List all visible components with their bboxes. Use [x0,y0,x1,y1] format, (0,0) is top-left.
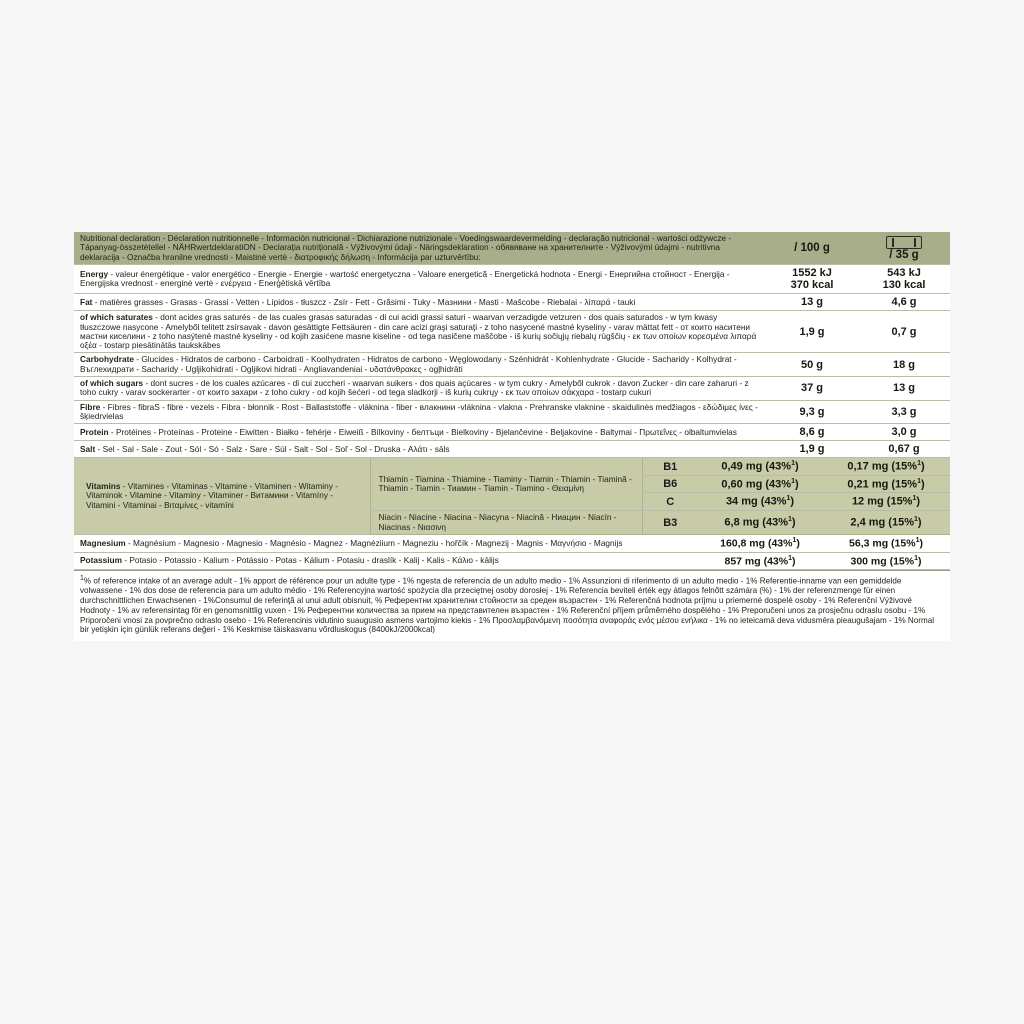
value-portion-b1-end: ) [920,460,925,473]
row-label-energy: Energy [80,269,109,280]
row-label-protein: Protein [80,426,109,437]
value-100g-salt: 1,9 g [766,441,858,458]
reference-intake-footnote [74,570,950,641]
table-row-energy [74,265,950,294]
table-row-protein [74,424,950,441]
value-portion-potassium-sup: 1 [914,554,919,562]
value-portion-fibre: 3,3 g [858,400,950,424]
value-100g-potassium-sup: 1 [788,554,793,562]
value-portion-b6-text: 0,21 mg (15% [847,478,918,491]
row-names-rest-potassium: - Potasio - Potassio - Kalium - Potássio - Potas - Kálium - Potasiu - draslík - Kalij - Kalis - Κάλιο - kālijs [121,555,499,566]
vitamin-code-b3: B3 [642,511,698,535]
value-portion-energy-kcal: 130 kcal [882,279,926,292]
value-100g-b3-end: ) [791,516,796,529]
value-100g-c-sup: 1 [786,495,791,503]
value-100g-potassium [698,552,822,570]
value-portion-potassium-text: 300 mg (15% [850,555,915,568]
value-portion-saturates: 0,7 g [858,311,950,353]
value-portion-potassium [822,552,950,570]
value-portion-b3-text: 2,4 mg (15% [850,516,914,529]
vitamin-group-names-thiamin: Thiamin - Tiamina - Thiamine - Tiaminy - Tiamin - Thiamin - Tiamină - Thiamin - Tiamin - Тиамин - Tiamin - Tiamino - Θειαμίνη [370,458,642,510]
table-row-sugars [74,377,950,401]
value-portion-protein: 3,0 g [858,424,950,441]
row-names-rest-salt: - Sel - Sal - Sale - Zout - Sól - Só - Salz - Sare - Súl - Salt - Sol - Soľ - Sol - Druska - Αλάτι - sāls [95,443,450,454]
row-names-sugars [74,377,766,401]
row-names-rest-protein: - Protéines - Proteínas - Proteine - Eiwitten - Białko - fehérje - Eiweiß - Bílkoviny - белтъци - Bielkoviny - Bjelančevine - Beljakovine - Baltymai - Πρωτεΐνες - olbaltumvielas [108,426,737,437]
value-100g-magnesium-text: 160,8 mg (43% [720,537,793,550]
value-portion-b6-sup: 1 [917,477,921,485]
row-label-saturates: of which saturates [80,312,153,323]
value-100g-b1 [698,458,822,475]
vitamins-label: Vitamins [86,480,121,491]
header-col-portion [858,232,950,265]
value-100g-energy-kj: 1552 kJ [792,267,832,280]
row-names-potassium [74,552,698,570]
value-100g-c-end: ) [790,496,795,509]
table-row-fibre [74,400,950,424]
row-names-rest-sugars: - dont sucres - de los cuales azúcares - di cui zuccheri - waarvan suikers - dos quais açúcares - w tym cukry - Amelyből cukrok - davon Zucker - din care zaharuri - z toho cukry - varav sockerarter - от които захари - z toho cukry - od kojih šećeri - od tega sladkorji - iš kurių cukrųy - εκ των οποίων σάκχαρα - tostarp cukuri [80,378,749,398]
value-100g-magnesium-sup: 1 [792,537,797,545]
bar-pack-icon [886,236,922,249]
value-portion-b6 [822,475,950,493]
row-names-fibre [74,400,766,424]
value-100g-b1-sup: 1 [791,460,795,468]
table-row-carbohydrate [74,353,950,377]
vitamin-code-c: C [642,493,698,511]
row-label-carbohydrate: Carbohydrate [80,354,134,365]
row-names-fat [74,294,766,311]
value-portion-c-end: ) [916,496,921,509]
table-row-salt [74,441,950,458]
value-100g-fat: 13 g [766,294,858,311]
value-100g-magnesium-end: ) [796,537,800,550]
value-portion-salt: 0,67 g [858,441,950,458]
value-100g-b6-text: 0,60 mg (43% [721,478,792,491]
value-100g-sugars: 37 g [766,377,858,401]
row-label-fibre: Fibre [80,401,101,412]
value-100g-magnesium [698,535,822,552]
value-portion-magnesium-text: 56,3 mg (15% [849,537,916,550]
vitamins-names-rest: - Vitamines - Vitaminas - Vitamine - Vitaminen - Witaminy - Vitaminok - Vitamine - Vitaminy - Vitaminer - Витамини - Vitamíny - Vitamini - Vitaminai - Βιταμίνες - vitamīni [86,480,338,510]
row-names-rest-fibre: - Fibres - fibraS - fibre - vezels - Fibra - błonnik - Rost - Ballaststoffe - vláknina - fiber - влакнини -vláknina - vlakna - Prehranske vlaknine - skaidulinės medžiagos - εδώδιμες ίνες - šķiedrvielas [80,401,758,421]
value-portion-c [822,493,950,511]
row-label-magnesium: Magnesium [80,537,126,548]
value-100g-potassium-text: 857 mg (43% [724,555,789,568]
row-names-magnesium [74,535,698,552]
header-col-portion-label: / 35 g [889,248,919,261]
header-col-100g: / 100 g [766,232,858,265]
value-portion-energy-kj: 543 kJ [887,267,921,280]
table-row-saturates [74,311,950,353]
value-portion-c-sup: 1 [912,495,917,503]
nutrition-panel [74,232,950,641]
row-names-rest-saturates: - dont acides gras saturés - de las cuales grasas saturadas - di cui acidi grassi saturi - waarvan verzadigde vetzuren - dos quais saturados - w tym kwasy tłuszczowe nasycone - Amelyből telitett zsírsavak - davon gesättigte Fettsäuren - din care acizi graşi saturaţi - z toho nasycené mastné kyseliny - varav mättat fett - от които наситени мастни киселини - z toho nasýtené mastné kyseliny - od kojih zasićene masne kiseline - od tega nasičene maščobe - iš kurių sočiųjų riebalų rūgščių - εκ των οποίων κορεσμένα λιπαρά οξέα - tostarp piesātinātās taukskābes [80,312,757,351]
declaration-names: Nutritional declaration - Déclaration nutritionnelle - Información nutricional - Dichiarazione nutrizionale - Voedingswaardevermelding - declaração nutricional - wartości odżywcze - Tápanyag-összetétellel - NÄHRwertdeklaratiON - Declarația nutrițională - Výživovými údaji - Näringsdeklaration - обявяване на хранителните - Výživovými údajmi - nutritivna deklaracija - Označba hranilne vrednosti - Maistinė vertė - διατροφικής δήλωση - Informācija par uzturvērtību: [74,232,766,265]
value-100g-b6 [698,475,822,493]
value-100g-potassium-end: ) [792,555,796,568]
value-portion-magnesium-end: ) [919,537,923,550]
value-100g-fibre: 9,3 g [766,400,858,424]
row-names-rest-magnesium: - Magnésium - Magnesio - Magnesio - Magnésio - Magnez - Magnéziium - Magneziu - hořčík - Magnezij - Magnis - Μαγνήσιο - Magnijs [125,537,623,548]
value-100g-b6-sup: 1 [791,477,795,485]
value-portion-magnesium [822,535,950,552]
vitamins-table [74,458,950,535]
value-100g-b3 [698,511,822,535]
vitamins-label-cell [74,458,370,534]
value-100g-energy [766,265,858,294]
value-portion-c-text: 12 mg (15% [851,496,913,509]
value-portion-b1 [822,458,950,475]
footnote-text: % of reference intake of an average adult - 1% apport de référence pour un adulte type - 1% ngesta de referencia de un adulto medio - 1% Assunzioni di riferimento di un adulto medio - 1% Referentie-inname van een gemiddelde volwassene - 1% dos dose de referencia para um adulto médio - 1% Referencyjna wartość spożycia dla przeciętnej osoby dorosłej - 1% Referencia beviteli érték egy átlagos felnőtt számára (%) - 1% der referenzmenge für einen durchschnittlichen Erwachsenen - 1%Consumul de referinţă al unui adult obisnuit, % Референтни хранителни стойности за среден възрастен - 1% Referenčná hodnota príjmu u priemerné dospelé osoby - 1% Referenční Výživové Hodnoty - 1% av referensintag för en genomsnittlig vuxen - 1% Референтни количества за прием на представителен възрастен - 1% Referenční příjem průměrného dospělého - 1% Preporučeni unos za prosječnu odraslu osobu - 1% Priporočeni vnosi za povprečno odraslo osebo - 1% Referencinis vidutinio suaugusio asmens vartojimo kiekis - 1% Προσλαμβανόμενη ποσότητα αναφοράς ενός μέσου ενήλικα - 1% no ieteicamā deva vidusmēra pieaugušajam - 1% Normal bir yetişkin için günlük referans değeri - 1% Keskmise täiskasvanu võrdluskogus (8400kJ/2000kcal) [80,576,935,635]
value-100g-b3-text: 6,8 mg (43% [724,516,788,529]
value-100g-b1-text: 0,49 mg (43% [721,460,792,473]
value-100g-saturates: 1,9 g [766,311,858,353]
row-names-carbohydrate [74,353,766,377]
minerals-table [74,535,950,570]
row-label-sugars: of which sugars [80,378,144,389]
value-portion-magnesium-sup: 1 [915,537,920,545]
row-names-rest-fat: - matières grasses - Grasas - Grassi - Vetten - Lípidos - tłuszcz - Zsír - Fett - Grăsimi - Tuky - Мазнини - Masti - Mašcobe - Riebalai - λίπαρά - tauki [92,296,636,307]
row-names-energy [74,265,766,294]
nutrition-table [74,232,950,458]
row-label-fat: Fat [80,296,93,307]
value-100g-protein: 8,6 g [766,424,858,441]
value-100g-b3-sup: 1 [788,516,792,524]
vitamin-row-b1 [74,458,950,475]
value-portion-b3-end: ) [917,516,922,529]
row-names-saturates [74,311,766,353]
value-portion-b1-text: 0,17 mg (15% [847,460,918,473]
value-100g-c-text: 34 mg (43% [725,496,787,509]
value-portion-potassium-end: ) [918,555,922,568]
value-100g-b6-end: ) [794,478,799,491]
vitamin-code-b1: B1 [642,458,698,475]
table-header-row [74,232,950,265]
value-portion-b1-sup: 1 [917,460,921,468]
row-names-rest-carbohydrate: - Glucides - Hidratos de carbono - Carboidrati - Koolhydraten - Hidratos de carbono - Węglowodany - Szénhidrát - Kohlenhydrate - Glucide - Sacharidy - Kolhydrat - Въглехидрати - Sacharidy - Ugljikohidrati - Ogljikovi hidrati - Angliavandeniai - υδατάνθρακες - ogļhidrāti [80,354,737,374]
table-row-potassium [74,552,950,570]
row-names-salt [74,441,766,458]
value-portion-sugars: 13 g [858,377,950,401]
value-100g-c [698,493,822,511]
value-100g-energy-kcal: 370 kcal [790,279,834,292]
value-100g-carbohydrate: 50 g [766,353,858,377]
row-names-rest-energy: - valeur énergétique - valor energético - Energie - Energie - wartość energetyczna - Valoare energetică - Energetická hodnota - Energi - Енергийна стойност - Energija - Energijska vrednost - energinė vertė - ενέργεια - Enerģētiskā vērtība [80,269,730,289]
value-portion-fat: 4,6 g [858,294,950,311]
value-portion-carbohydrate: 18 g [858,353,950,377]
footnote-marker: 1 [80,575,84,583]
row-label-potassium: Potassium [80,555,122,566]
vitamin-group-names-niacin: Niacin - Niacine - Niacina - Niacyna - Niacină - Ниацин - Niacín - Niacinas - Νιασινη [370,511,642,535]
vitamin-code-b6: B6 [642,475,698,493]
row-label-salt: Salt [80,443,96,454]
value-100g-b1-end: ) [794,460,799,473]
value-portion-energy [858,265,950,294]
table-row-fat [74,294,950,311]
row-names-protein [74,424,766,441]
table-row-magnesium [74,535,950,552]
value-portion-b3 [822,511,950,535]
value-portion-b3-sup: 1 [914,516,918,524]
value-portion-b6-end: ) [920,478,925,491]
